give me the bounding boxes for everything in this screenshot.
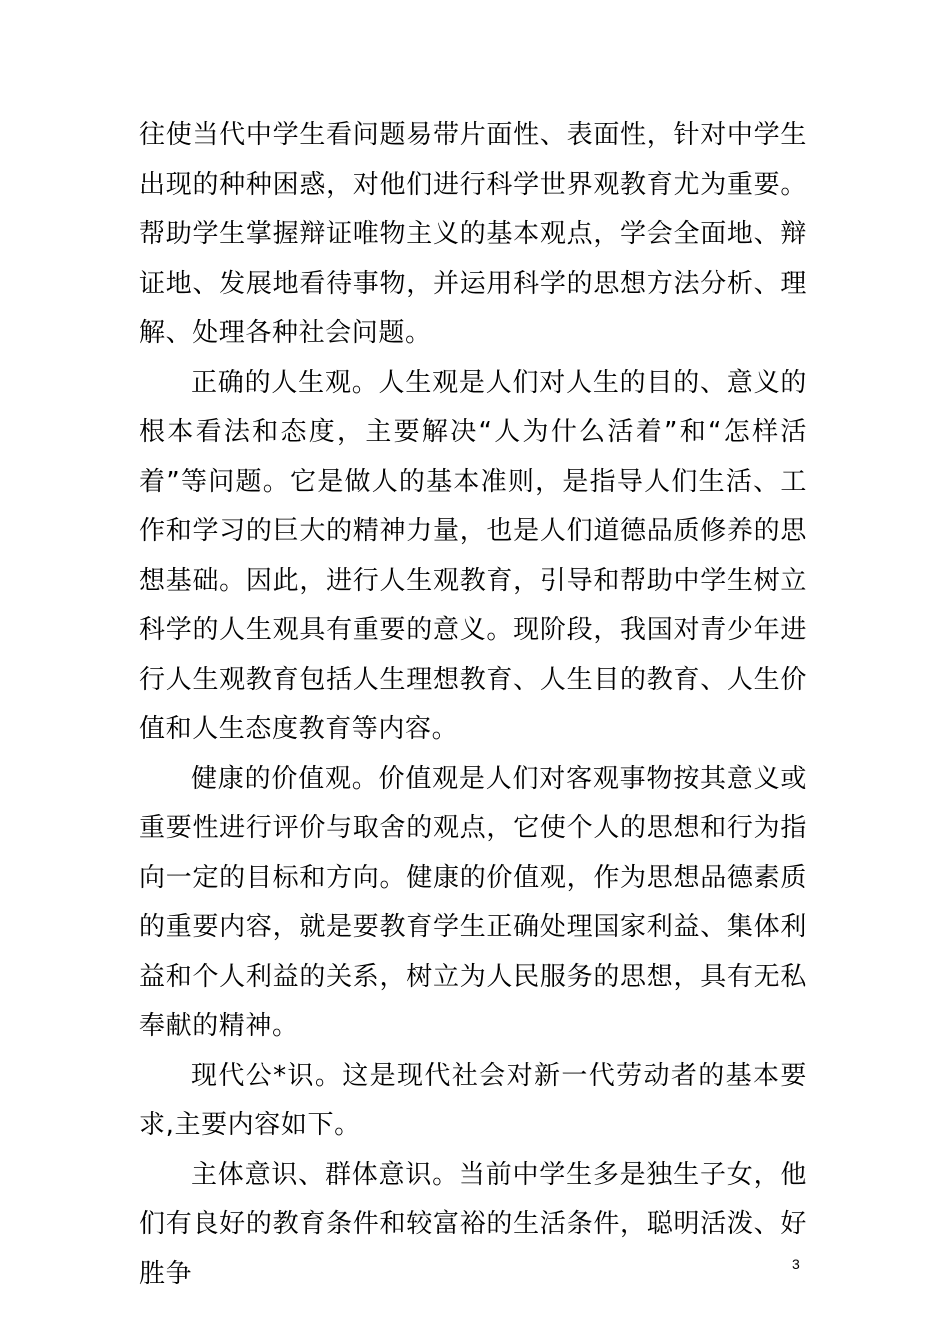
- paragraph-civic-awareness: 现代公*识。这是现代社会对新一代劳动者的基本要求,主要内容如下。: [139, 1060, 807, 1140]
- page-number: 3: [792, 1256, 800, 1272]
- paragraph-worldview-continued: 往使当代中学生看问题易带片面性、表面性，针对中学生出现的种种困惑，对他们进行科学世界观教育尤为重要。帮助学生掌握辩证唯物主义的基本观点，学会全面地、辩证地、发展地看待事物，并运用科学的思想方法分析、理解、处理各种社会问题。: [139, 120, 807, 348]
- paragraph-values: 健康的价值观。价值观是人们对客观事物按其意义或重要性进行评价与取舍的观点，它使个人的思想和行为指向一定的目标和方向。健康的价值观，作为思想品德素质的重要内容，就是要教育学生正确处理国家利益、集体利益和个人利益的关系，树立为人民服务的思想，具有无私奉献的精神。: [139, 763, 807, 1041]
- document-body: [139, 111, 807, 1299]
- paragraph-outlook-on-life: 正确的人生观。人生观是人们对人生的目的、意义的根本看法和态度，主要解决“人为什么活着”和“怎样活着”等问题。它是做人的基本准则，是指导人们生活、工作和学习的巨大的精神力量，也是人们道德品质修养的思想基础。因此，进行人生观教育，引导和帮助中学生树立科学的人生观具有重要的意义。现阶段，我国对青少年进行人生观教育包括人生理想教育、人生目的教育、人生价值和人生态度教育等内容。: [139, 367, 807, 744]
- paragraph-subject-awareness: 主体意识、群体意识。当前中学生多是独生子女，他们有良好的教育条件和较富裕的生活条件，聪明活泼、好胜争: [139, 1159, 807, 1289]
